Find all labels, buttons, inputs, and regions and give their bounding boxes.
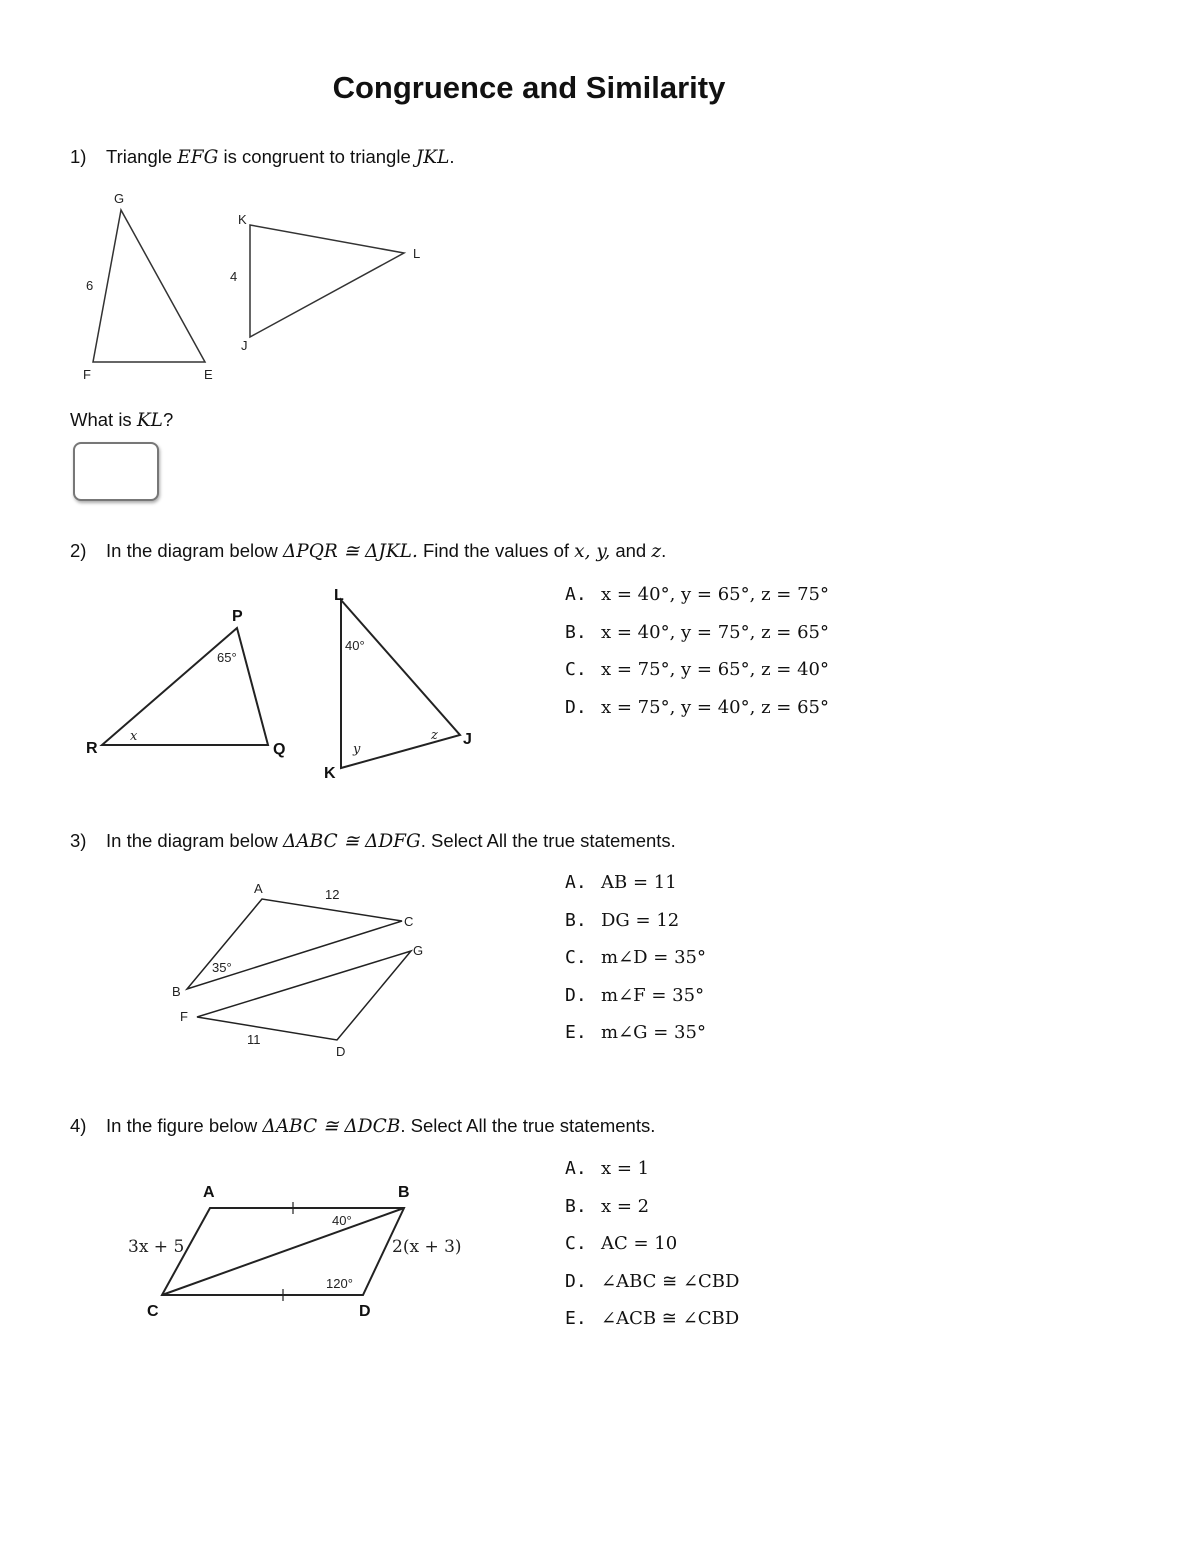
q4-text: In the figure below (106, 1115, 263, 1136)
side-label-ac: 12 (325, 887, 340, 902)
q3-choice-a[interactable] (565, 872, 706, 910)
vertex-label-k: K (238, 212, 247, 227)
choice-letter: B. (565, 909, 587, 931)
vertex-label-l: L (413, 246, 421, 261)
vertex-label-f: F (180, 1009, 188, 1024)
q2-text-and: and (610, 540, 652, 561)
choice-letter: D. (565, 1270, 587, 1292)
q2-number: 2) (70, 540, 87, 561)
q1-diagram (60, 180, 440, 390)
vertex-label-a: A (254, 881, 263, 896)
q4-text-end: . Select All the true statements. (400, 1115, 656, 1136)
vertex-label-d: D (359, 1303, 371, 1320)
q4-choices (565, 1158, 739, 1346)
q4-congruence: ΔABC ≅ ΔDCB (262, 1116, 401, 1137)
choice-expression: x = 1 (601, 1158, 650, 1179)
q1-question (70, 409, 173, 431)
angle-label-l: 40° (345, 638, 365, 653)
choice-letter: C. (565, 947, 587, 968)
q1-number: 1) (70, 146, 87, 167)
q2-choice-d[interactable] (565, 697, 829, 735)
q2-choice-c[interactable] (565, 659, 829, 697)
vertex-label-l: L (334, 587, 344, 604)
side-label-jk: 4 (230, 269, 238, 284)
q3-choice-c[interactable] (565, 947, 706, 985)
q4-choice-a[interactable] (565, 1158, 739, 1196)
side-label-bd: 2(x + 3) (392, 1237, 462, 1257)
q1-prompt (70, 146, 455, 168)
q3-prompt (70, 830, 676, 852)
triangle-abc (187, 899, 402, 989)
choice-expression: m∠F = 35° (601, 984, 705, 1006)
choice-expression: DG = 12 (601, 909, 680, 931)
q2-var-z: z (651, 541, 662, 562)
vertex-label-g: G (114, 191, 125, 206)
choice-expression: x = 2 (601, 1195, 650, 1217)
choice-expression: ∠ACB ≅ ∠CBD (601, 1308, 740, 1329)
q3-choices (565, 872, 706, 1060)
q1-question-text: What is (70, 409, 137, 430)
vertex-label-g: G (413, 943, 424, 958)
side-label-fd: 11 (247, 1032, 261, 1047)
vertex-label-p: P (232, 608, 243, 625)
choice-expression: x = 75°, y = 40°, z = 65° (601, 696, 829, 718)
q2-congruence: ΔPQR ≅ ΔJKL. (282, 541, 418, 562)
choice-expression: x = 75°, y = 65°, z = 40° (601, 659, 829, 680)
q2-text: In the diagram below (106, 540, 283, 561)
q1-text: Triangle (106, 146, 178, 167)
side-label-ac: 3x + 5 (128, 1237, 185, 1257)
q4-diagram (120, 1175, 480, 1325)
choice-expression: x = 40°, y = 75°, z = 65° (601, 621, 829, 643)
choice-letter: C. (565, 659, 587, 680)
angle-label-x: x (130, 729, 138, 744)
vertex-label-a: A (203, 1184, 215, 1201)
vertex-label-f: F (83, 367, 91, 382)
vertex-label-j: J (463, 731, 472, 748)
q3-text-end: . Select All the true statements. (420, 830, 676, 851)
vertex-label-c: C (147, 1303, 159, 1320)
side-label-fg: 6 (86, 278, 94, 293)
q1-text-mid: is congruent to triangle (218, 146, 416, 167)
q4-choice-c[interactable] (565, 1233, 739, 1271)
q1-triangle-1: EFG (177, 147, 219, 168)
angle-label-z: z (431, 728, 438, 743)
q3-choice-b[interactable] (565, 910, 706, 948)
vertex-label-j: J (241, 338, 248, 353)
vertex-label-e: E (204, 367, 213, 382)
angle-label-y: y (353, 742, 361, 757)
choice-letter: B. (565, 1195, 587, 1217)
page-title: Congruence and Similarity (332, 70, 726, 105)
choice-letter: D. (565, 696, 587, 718)
angle-label-p: 65° (217, 650, 237, 665)
triangle-efg (93, 210, 205, 362)
choice-expression: AB = 11 (601, 872, 677, 893)
q2-vars: x, y, (574, 541, 611, 562)
q3-choice-d[interactable] (565, 985, 706, 1023)
q4-choice-d[interactable] (565, 1271, 739, 1309)
angle-label-b: 35° (212, 960, 232, 975)
vertex-label-q: Q (273, 741, 286, 758)
q2-text-mid: Find the values of (417, 540, 575, 561)
q3-choice-e[interactable] (565, 1022, 706, 1060)
q2-choice-b[interactable] (565, 622, 829, 660)
q4-choice-b[interactable] (565, 1196, 739, 1234)
q3-diagram (165, 870, 445, 1065)
angle-label-c: 120° (326, 1276, 353, 1291)
vertex-label-b: B (172, 984, 181, 999)
choice-letter: D. (565, 984, 587, 1006)
q3-text: In the diagram below (106, 830, 283, 851)
q4-prompt (70, 1115, 655, 1137)
choice-letter: A. (565, 872, 587, 893)
triangle-pqr (102, 628, 268, 745)
q3-number: 3) (70, 830, 87, 851)
choice-letter: E. (565, 1022, 587, 1043)
q2-choice-a[interactable] (565, 584, 829, 622)
choice-letter: A. (565, 1158, 587, 1179)
q1-segment: KL (136, 410, 163, 431)
answer-input-box[interactable] (73, 442, 159, 501)
q1-question-mark: ? (162, 409, 174, 430)
angle-label-b: 40° (332, 1213, 352, 1228)
choice-expression: m∠D = 35° (601, 947, 707, 968)
choice-expression: AC = 10 (601, 1233, 678, 1254)
triangle-jkl (250, 225, 404, 337)
choice-expression: x = 40°, y = 65°, z = 75° (601, 584, 829, 605)
diagonal-cb (162, 1208, 404, 1295)
q2-text-end: . (661, 540, 667, 561)
q1-triangle-2: JKL (415, 147, 450, 168)
q3-congruence: ΔABC ≅ ΔDFG (282, 831, 421, 852)
vertex-label-r: R (86, 740, 98, 757)
vertex-label-d: D (336, 1044, 346, 1059)
vertex-label-k: K (324, 765, 336, 782)
choice-letter: B. (565, 621, 587, 643)
choice-expression: ∠ABC ≅ ∠CBD (601, 1270, 740, 1292)
choice-letter: C. (565, 1233, 587, 1254)
vertex-label-c: C (404, 914, 414, 929)
q4-number: 4) (70, 1115, 87, 1136)
q2-prompt (70, 540, 666, 562)
choice-expression: m∠G = 35° (601, 1022, 706, 1043)
q2-choices (565, 584, 829, 734)
choice-letter: A. (565, 584, 587, 605)
q4-choice-e[interactable] (565, 1308, 739, 1346)
q2-diagram (75, 580, 495, 790)
q1-text-end: . (449, 146, 455, 167)
choice-letter: E. (565, 1308, 587, 1329)
vertex-label-b: B (398, 1184, 410, 1201)
